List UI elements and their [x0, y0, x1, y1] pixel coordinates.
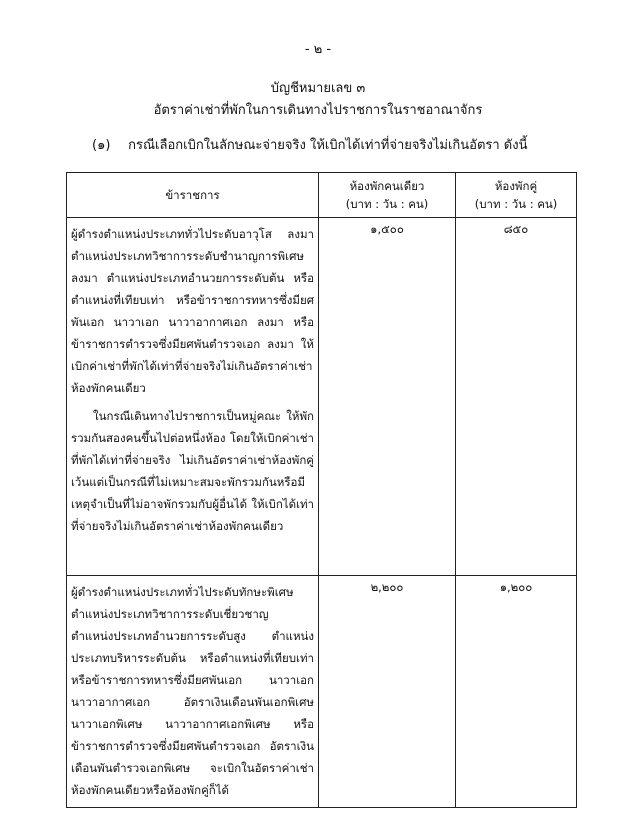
table-row [67, 576, 577, 808]
table-header-row [67, 173, 577, 218]
header-official: ข้าราชการ [67, 173, 319, 218]
description-paragraph: ในกรณีเดินทางไปราชการเป็นหมู่คณะ ให้พักรวมกันสองคนขึ้นไปต่อหนึ่งห้อง โดยให้เบิกค่าเช่าที่พักได้เท่าที่จ่ายจริง ไม่เกินอัตราค่าเช่าห้องพักคู่ เว้นแต่เป็นกรณีที่ไม่เหมาะสมจะพักรวมกันหรือมีเหตุจำเป็นที่ไม่อาจพักรวมกับผู้อื่นได้ ให้เบิกได้เท่าที่จ่ายจริงไม่เกินอัตราค่าเช่าห้องพักคนเดียว [71, 409, 314, 533]
header-double-room-label: ห้องพักคู่ [494, 179, 538, 193]
header-double-room [456, 173, 577, 218]
official-description-cell [67, 576, 319, 808]
header-single-room [319, 173, 456, 218]
header-double-room-unit: (บาท : วัน : คน) [474, 197, 558, 211]
double-room-rate: ๑,๒๐๐ [456, 576, 577, 808]
rates-table [66, 172, 577, 808]
page-number: - ๒ - [304, 42, 332, 57]
section-text: กรณีเลือกเบิกในลักษณะจ่ายจริง ให้เบิกได้เท่าที่จ่ายจริงไม่เกินอัตรา ดังนี้ [128, 138, 528, 153]
section-number: (๑) [92, 138, 111, 153]
table-row [67, 218, 577, 576]
header-single-room-unit: (บาท : วัน : คน) [345, 197, 429, 211]
description-paragraph: ผู้ดำรงตำแหน่งประเภททั่วไประดับอาวุโส ลงมา ตำแหน่งประเภทวิชาการระดับชำนาญการพิเศษ ลงมา ตำแหน่งประเภทอำนวยการระดับต้น หรือตำแหน่งที่เทียบเท่า หรือข้าราชการทหารซึ่งมียศพันเอก นาวาเอก นาวาอากาศเอก ลงมา หรือข้าราชการตำรวจซึ่งมียศพันตำรวจเอก ลงมา ให้เบิกค่าเช่าที่พักได้เท่าที่จ่ายจริงไม่เกินอัตราค่าเช่าห้องพักคนเดียว [71, 227, 314, 395]
section-heading [92, 136, 572, 156]
description-paragraph: ผู้ดำรงตำแหน่งประเภททั่วไประดับทักษะพิเศษ ตำแหน่งประเภทวิชาการระดับเชี่ยวชาญ ตำแหน่งประเภทอำนวยการระดับสูง ตำแหน่งประเภทบริหารระดับต้น หรือตำแหน่งที่เทียบเท่า หรือข้าราชการทหารซึ่งมียศพันเอก นาวาเอก นาวาอากาศเอก อัตราเงินเดือนพันเอกพิเศษ นาวาเอกพิเศษ นาวาอากาศเอกพิเศษ หรือข้าราชการตำรวจซึ่งมียศพันตำรวจเอก อัตราเงินเดือนพันตำรวจเอกพิเศษ จะเบิกในอัตราค่าเช่าห้องพักคนเดียวหรือห้องพักคู่ก็ได้ [71, 585, 314, 797]
double-room-rate: ๘๕๐ [456, 218, 577, 576]
header-single-room-label: ห้องพักคนเดียว [349, 179, 425, 193]
single-room-rate: ๑,๕๐๐ [319, 218, 456, 576]
schedule-title: อัตราค่าเช่าที่พักในการเดินทางไปราชการในราชอาณาจักร [153, 103, 483, 118]
single-room-rate: ๒,๒๐๐ [319, 576, 456, 808]
official-description-cell [67, 218, 319, 576]
document-title [0, 78, 636, 122]
schedule-number: บัญชีหมายเลข ๓ [270, 81, 366, 96]
